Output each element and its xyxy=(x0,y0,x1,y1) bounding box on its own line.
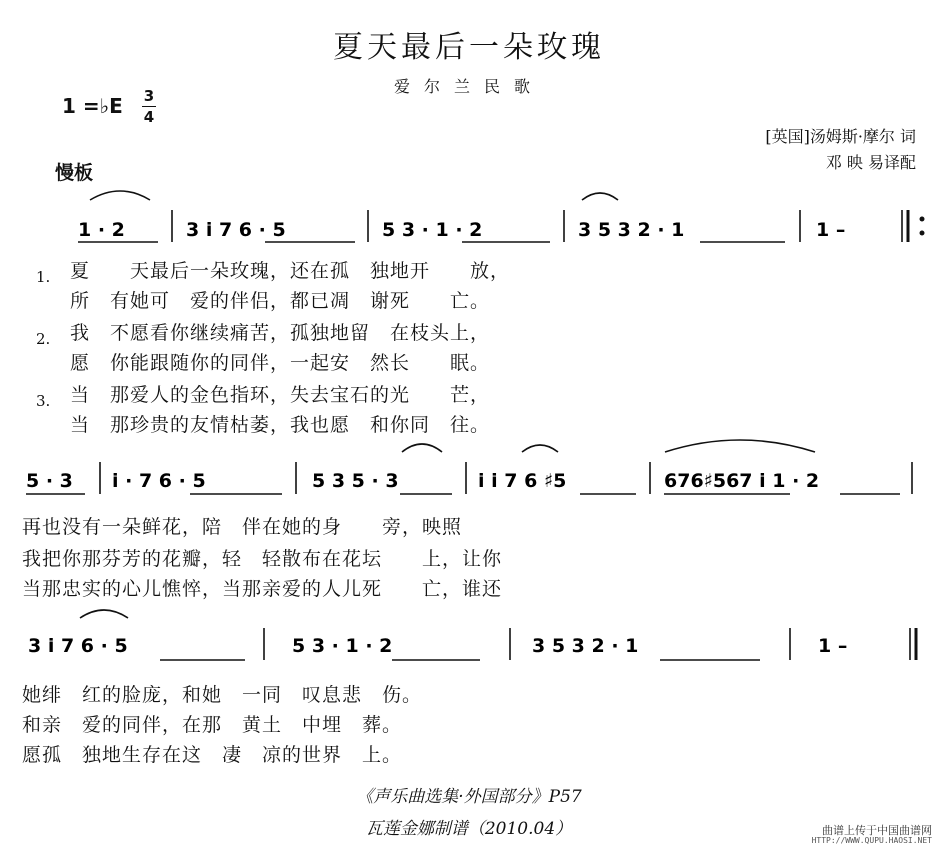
lyric-line-1-4: 愿 你能跟随你的同伴，一起安 然长 眠。 xyxy=(70,352,491,374)
lyric-line-3-1: 她绯 红的脸庞，和她 一同 叹息悲 伤。 xyxy=(22,684,423,706)
verse-label-2: 2. xyxy=(36,330,51,348)
lyricist-credit: [英国]汤姆斯·摩尔 词 xyxy=(765,127,916,146)
lyric-line-1-1: 夏 天最后一朵玫瑰，还在孤 独地开 放， xyxy=(70,260,511,282)
verse-label-3: 3. xyxy=(36,392,51,410)
svg-text:i i 7 6 ♯5: i i 7 6 ♯5 xyxy=(478,470,567,492)
lyric-line-1-6: 当 那珍贵的友情枯萎，我也愿 和你同 往。 xyxy=(70,414,491,436)
svg-text:3 i 7 6 · 5: 3 i 7 6 · 5 xyxy=(28,635,128,657)
key-signature: 1 =♭E xyxy=(62,94,123,118)
meter-top: 3 xyxy=(143,87,155,105)
meter-bottom: 4 xyxy=(143,108,155,126)
svg-text:5 3 5 · 3: 5 3 5 · 3 xyxy=(312,470,399,492)
lyric-line-3-2: 和亲 爱的同伴，在那 黄土 中埋 葬。 xyxy=(22,714,403,736)
lyric-line-3-3: 愿孤 独地生存在这 凄 凉的世界 上。 xyxy=(22,744,403,766)
svg-text:3 5 3 2 · 1: 3 5 3 2 · 1 xyxy=(532,635,639,657)
notation-line-1 xyxy=(78,219,845,241)
notation-line-3 xyxy=(28,635,847,657)
svg-text:5 3 · 1 · 2: 5 3 · 1 · 2 xyxy=(292,635,393,657)
svg-text:3 i 7 6 · 5: 3 i 7 6 · 5 xyxy=(186,219,286,241)
source-citation: 《声乐曲选集·外国部分》P57 xyxy=(356,787,582,807)
song-title: 夏天最后一朵玫瑰 xyxy=(333,30,605,65)
lyric-line-1-2: 所 有她可 爱的伴侣，都已凋 谢死 亡。 xyxy=(70,290,491,312)
verse-label-1: 1. xyxy=(36,268,51,286)
svg-text:i · 7 6 · 5: i · 7 6 · 5 xyxy=(112,470,206,492)
watermark-text: 曲谱上传于中国曲谱网 xyxy=(822,824,932,837)
svg-text:1 –: 1 – xyxy=(818,635,848,657)
song-subtitle: 爱尔兰民歌 xyxy=(393,77,544,96)
lyric-line-1-3: 我 不愿看你继续痛苦，孤独地留 在枝头上， xyxy=(70,322,491,344)
svg-text:3 5 3 2 · 1: 3 5 3 2 · 1 xyxy=(578,219,685,241)
svg-text:5 · 3: 5 · 3 xyxy=(26,470,73,492)
lyric-line-2-1: 再也没有一朵鲜花，陪 伴在她的身 旁，映照 xyxy=(22,516,463,538)
lyric-line-2-2: 我把你那芬芳的花瓣，轻 轻散布在花坛 上，让你 xyxy=(22,548,503,570)
lyric-line-2-3: 当那忠实的心儿憔悴，当那亲爱的人儿死 亡，谁还 xyxy=(22,578,503,600)
watermark-url: HTTP://WWW.QUPU.HAOSI.NET xyxy=(811,836,932,845)
transcriber-credit: 瓦莲金娜制谱（2010.04） xyxy=(365,819,573,839)
notation-line-2 xyxy=(26,470,819,492)
svg-text:5 3 · 1 · 2: 5 3 · 1 · 2 xyxy=(382,219,483,241)
svg-text:1 · 2: 1 · 2 xyxy=(78,219,125,241)
svg-text:1 –: 1 – xyxy=(816,219,846,241)
svg-text:676♯567 i 1 · 2: 676♯567 i 1 · 2 xyxy=(664,470,820,492)
tempo-marking: 慢板 xyxy=(55,162,94,184)
lyric-line-1-5: 当 那爱人的金色指环，失去宝石的光 芒， xyxy=(70,384,491,406)
translator-credit: 邓 映 易译配 xyxy=(825,153,916,172)
